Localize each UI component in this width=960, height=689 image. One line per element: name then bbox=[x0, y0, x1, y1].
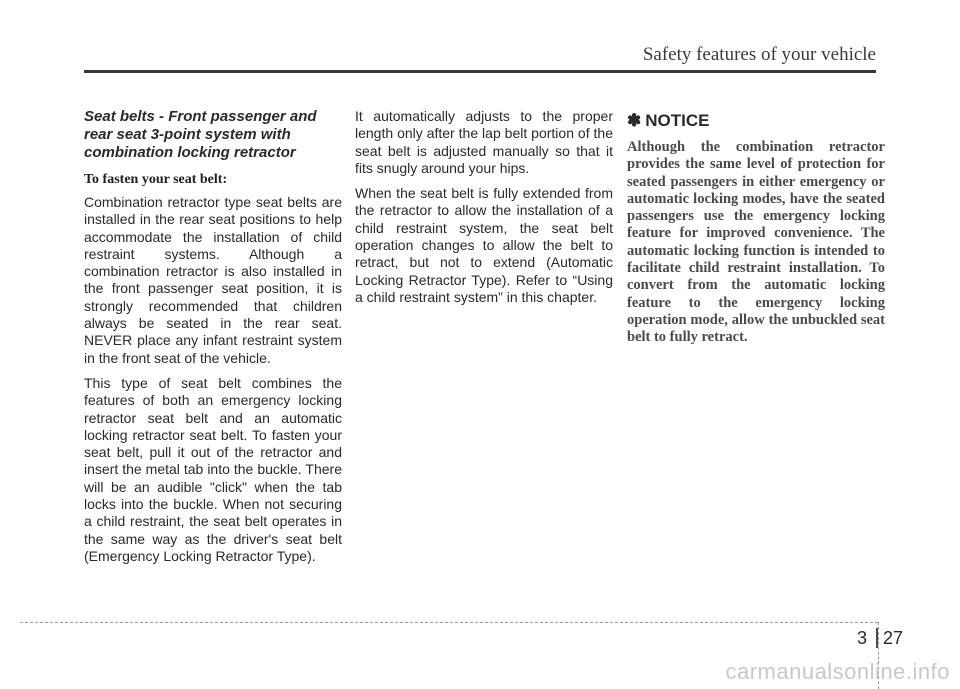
paragraph: When the seat belt is fully extended from the retractor to allow the installation of a child restraint system, the seat belt operation changes to allow the belt to retract, but not to extend (Automatic Locking Retractor Type). Refer to “Using a child restraint system” in this chapter. bbox=[355, 185, 613, 305]
page-number-separator bbox=[876, 628, 878, 648]
paragraph: This type of seat belt combines the features of both an emergency locking retractor seat belt and an automatic locking retractor seat belt. To fasten your seat belt, pull it out of the retractor and insert the metal tab into the buckle. There will be an audible "click" when the tab locks into the buckle. When not securing a child restraint, the seat belt operates in the same way as the driver's seat belt (Emergency Locking Retractor Type). bbox=[84, 374, 342, 564]
chapter-number: 3 bbox=[857, 628, 868, 648]
notice-title: NOTICE bbox=[645, 111, 710, 130]
paragraph: Combination retractor type seat belts are installed in the rear seat positions to help accommodate the installation of child restraint systems. Although a combination retractor is also installed in the front passenger seat position, it is strongly recommended that children always be seated in the rear seat. NEVER place any infant restraint system in the front seat of the vehicle. bbox=[84, 194, 342, 366]
notice-body: Although the combination retractor provides the same level of protection for seated passengers in either emergency or automatic locking modes, have the seated passengers use the emergency locking feature for improved convenience. The automatic locking function is intended to facilitate child restraint installation. To convert from the automatic locking feature to the emergency locking operation mode, allow the unbuckled seat belt to fully retract. bbox=[627, 139, 885, 346]
notice-box bbox=[627, 108, 885, 347]
subheading: To fasten your seat belt: bbox=[84, 172, 228, 187]
footer-dashed-line bbox=[20, 622, 878, 623]
column-1 bbox=[84, 108, 342, 573]
running-header-title: Safety features of your vehicle bbox=[642, 44, 876, 65]
paragraph: It automatically adjusts to the proper length only after the lap belt portion of the seat belt is adjusted manually so that it fits snugly around your hips. bbox=[355, 108, 613, 176]
section-title: Seat belts - Front passenger and rear seat 3-point system with combination locking retractor bbox=[84, 108, 317, 161]
header-rule bbox=[84, 70, 876, 73]
page-number: 27 bbox=[883, 628, 904, 648]
notice-star-icon: ✽ bbox=[627, 111, 642, 130]
notice-heading bbox=[627, 111, 885, 131]
column-2 bbox=[355, 108, 613, 314]
watermark: carmanualsonline.info bbox=[725, 659, 950, 684]
